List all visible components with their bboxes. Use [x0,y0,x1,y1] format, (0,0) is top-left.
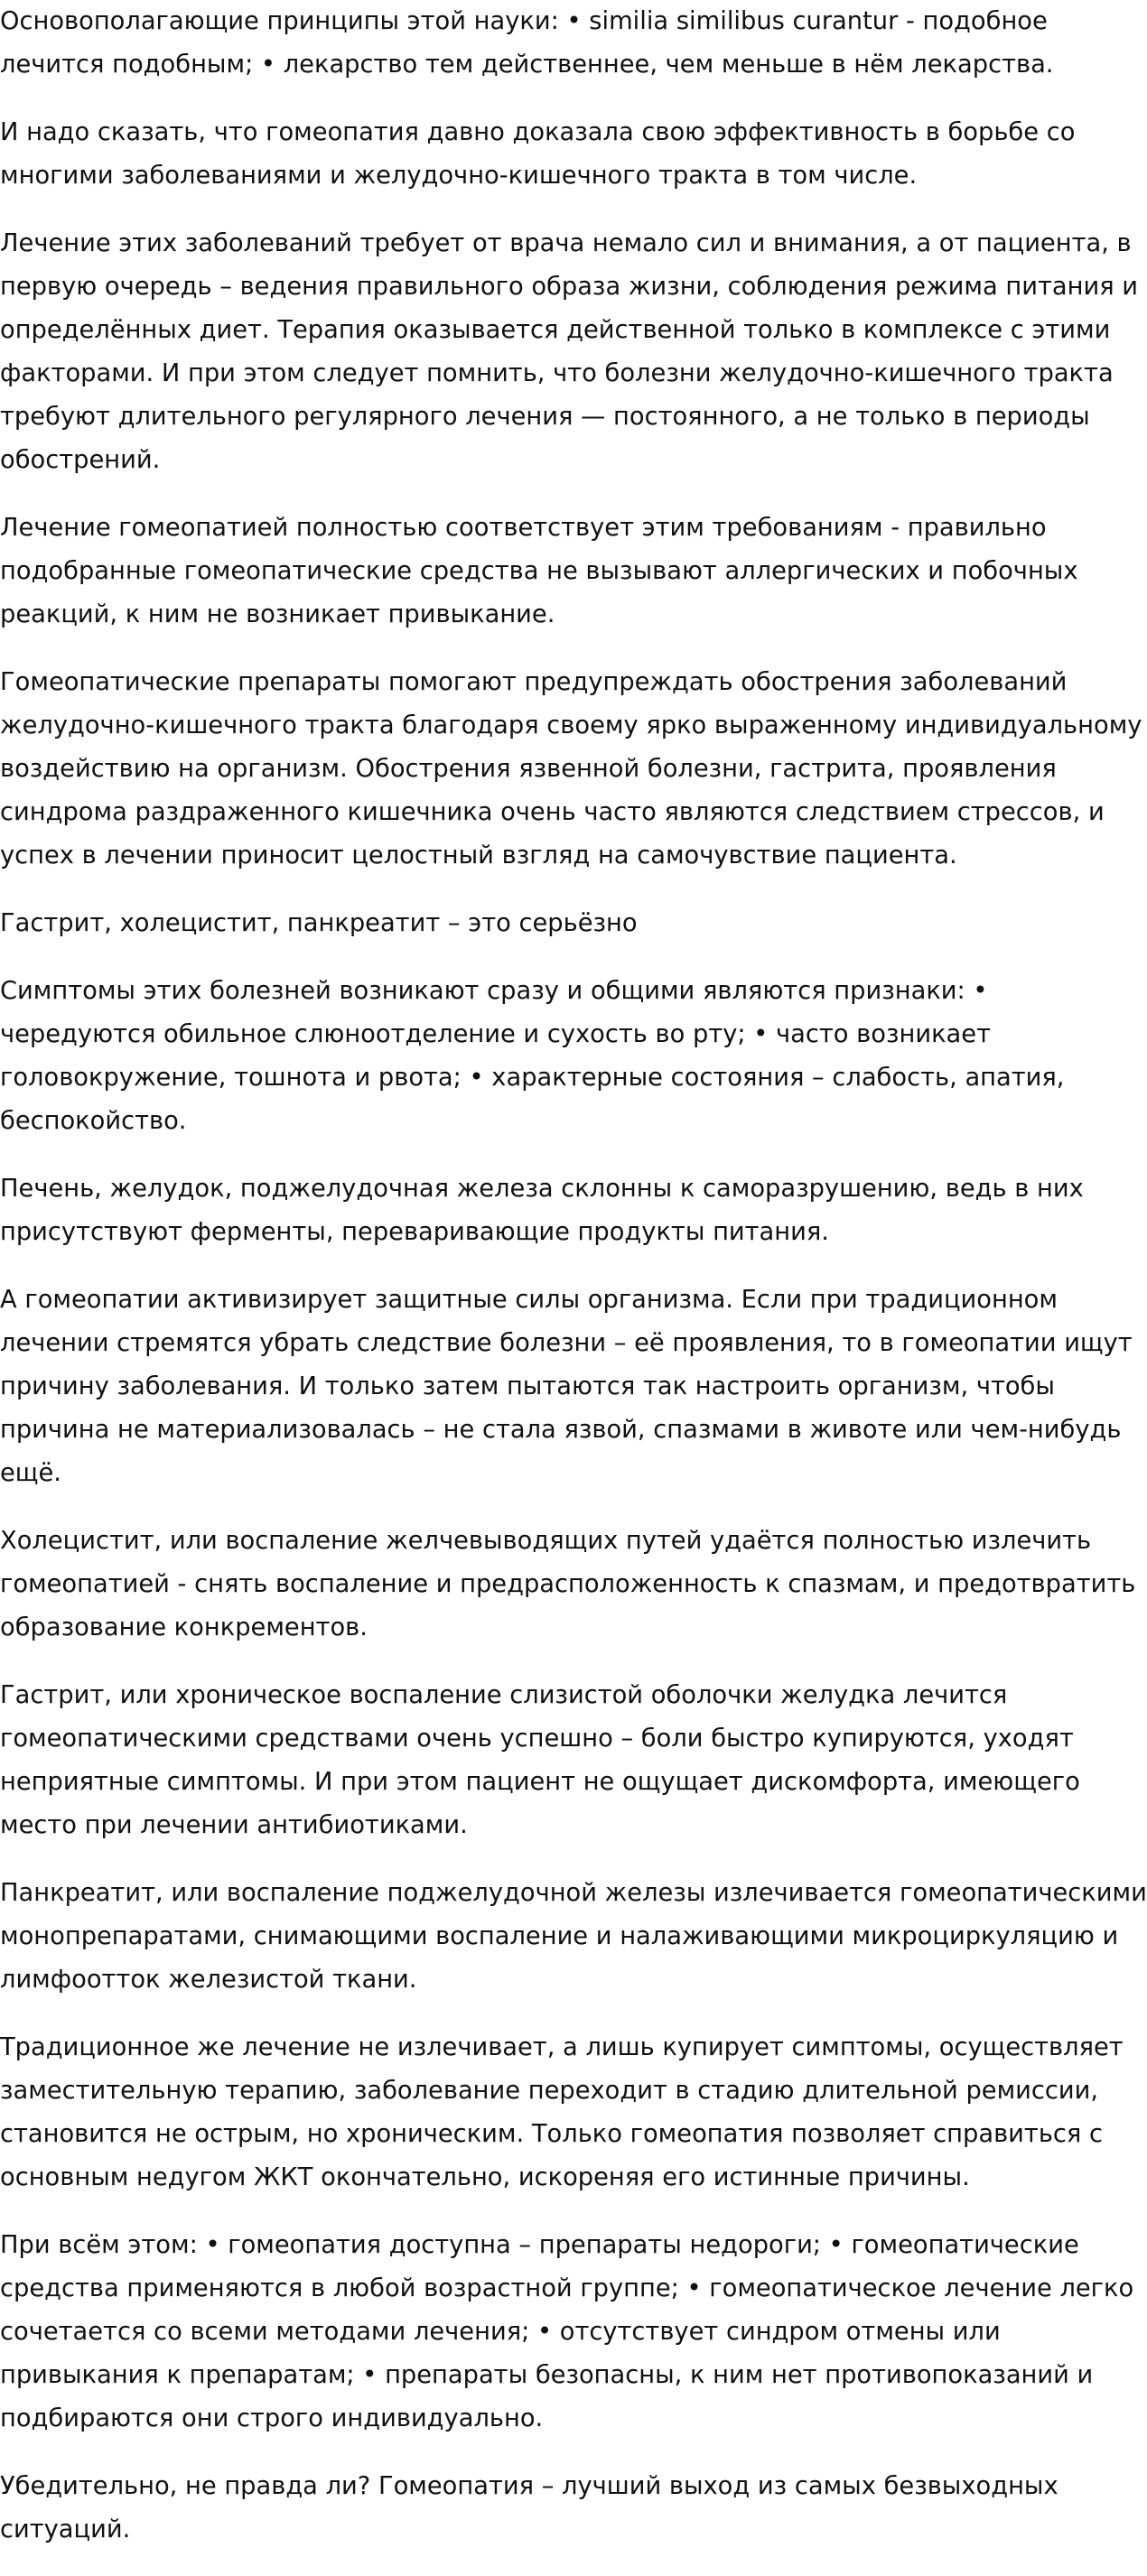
paragraph-cholecystitis: Холецистит, или воспаление желчевыводящих путей удаётся полностью излечить гомеопатией - снять воспаление и предрасположенность к спазмам, и предотвратить образование конкрементов. [0,1527,1136,1641]
paragraph-effectiveness: И надо сказать, что гомеопатия давно доказала свою эффективность в борьбе со многими заболеваниями и желудочно-кишечного тракта в том числе. [0,118,1076,190]
paragraph-subheading-serious: Гастрит, холецистит, панкреатит – это серьёзно [0,909,638,937]
paragraph-traditional-treatment: Традиционное же лечение не излечивает, а лишь купирует симптомы, осуществляет заместительную терапию, заболевание переходит в стадию длительной ремиссии, становится не острым, но хроническим. Только гомеопатия позволяет справиться с основным недугом ЖКТ окончательно, искореняя его истинные причины. [0,2033,1124,2191]
paragraph-gastritis: Гастрит, или хроническое воспаление слизистой оболочки желудка лечится гомеопатическими средствами очень успешно – боли быстро купируются, уходят неприятные симптомы. И при этом пациент не ощущает дискомфорта, имеющего место при лечении антибиотиками. [0,1681,1080,1839]
paragraph-homeopathy-compliance: Лечение гомеопатией полностью соответствует этим требованиям - правильно подобранные гомеопатические средства не вызывают аллергических и побочных реакций, к ним не возникает привыкание. [0,514,1078,628]
paragraph-treatment-requirements: Лечение этих заболеваний требует от врача немало сил и внимания, а от пациента, в первую очередь – ведения правильного образа жизни, соблюдения режима питания и определённых диет. Терапия оказывается действенной только в комплексе с этими факторами. И при этом следует помнить, что болезни желудочно-кишечного тракта требуют длительного регулярного лечения — постоянного, а не только в периоды обострений. [0,229,1139,474]
paragraph-advantages: При всём этом: • гомеопатия доступна – препараты недороги; • гомеопатические средства применяются в любой возрастной группе; • гомеопатическое лечение легко сочетается со всеми методами лечения; • отсутствует синдром отмены или привыкания к препаратам; • препараты безопасны, к ним нет противопоказаний и подбираются они строго индивидуально. [0,2231,1134,2432]
paragraph-principles: Основополагающие принципы этой науки: • similia similibus curantur - подобное лечится подобным; • лекарство тем действеннее, чем меньше в нём лекарства. [0,7,1054,79]
paragraph-defense: А гомеопатии активизирует защитные силы организма. Если при традиционном лечении стремятся убрать следствие болезни – её проявления, то в гомеопатии ищут причину заболевания. И только затем пытаются так настроить организм, чтобы причина не материализовалась – не стала язвой, спазмами в животе или чем-нибудь ещё. [0,1286,1133,1487]
paragraph-organs: Печень, желудок, поджелудочная железа склонны к саморазрушению, ведь в них присутствуют ферменты, переваривающие продукты питания. [0,1175,1084,1246]
paragraph-conclusion: Убедительно, не правда ли? Гомеопатия – лучший выход из самых безвыходных ситуаций. [0,2472,1058,2543]
paragraph-prevention: Гомеопатические препараты помогают предупреждать обострения заболеваний желудочно-кишечного тракта благодаря своему ярко выраженному индивидуальному воздействию на организм. Обострения язвенной болезни, гастрита, проявления синдрома раздраженного кишечника очень часто являются следствием стрессов, и успех в лечении приносит целостный взгляд на самочувствие пациента. [0,668,1142,870]
paragraph-pancreatitis: Панкреатит, или воспаление поджелудочной железы излечивается гомеопатическими монопрепаратами, снимающими воспаление и налаживающими микроциркуляцию и лимфоотток железистой ткани. [0,1879,1147,1994]
paragraph-symptoms: Симптомы этих болезней возникают сразу и общими являются признаки: • чередуются обильное слюноотделение и сухость во рту; • часто возникает головокружение, тошнота и рвота; • характерные состояния – слабость, апатия, беспокойство. [0,977,1065,1135]
